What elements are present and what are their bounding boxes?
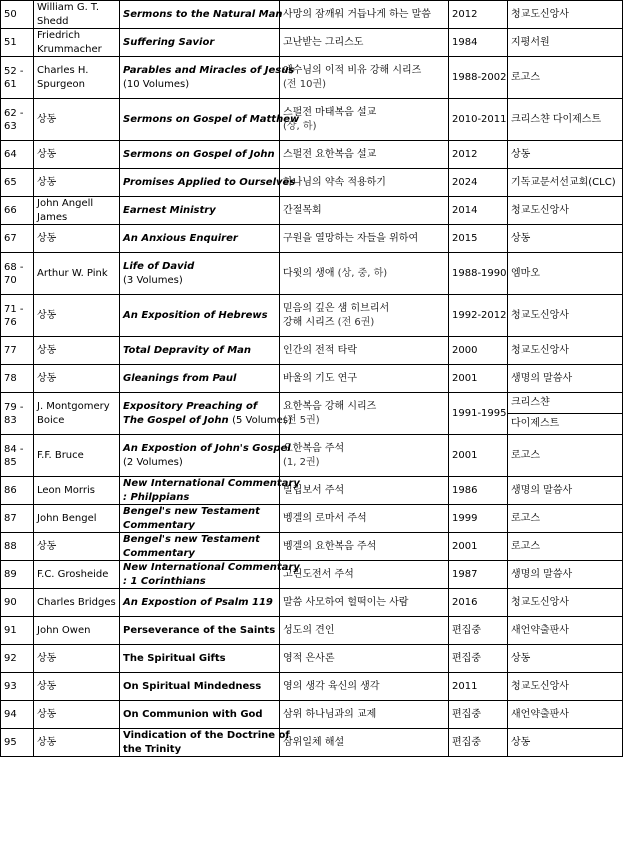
title-text: Expository Preaching of [123,401,258,412]
table-row [1,337,623,365]
korean-title-cell [280,617,449,645]
publisher-cell: 지평서원 [508,29,623,57]
year-cell: 1987 [449,561,508,589]
year-cell: 2015 [449,225,508,253]
row-number: 87 [1,505,34,533]
table-row [1,589,623,617]
row-number: 89 [1,561,34,589]
korean-title-text: 성도의 견인 [283,624,335,636]
korean-title-cell [280,505,449,533]
title-cell [120,561,300,589]
publisher-cell: 로고스 [508,435,623,477]
title-text: An Expostion of John's Gospel [123,443,291,454]
publisher-cell: 청교도신앙사 [508,197,623,225]
year-cell: 1992-2012 [449,295,508,337]
korean-title-cell [280,673,449,701]
book-list-body [1,1,623,757]
year-cell: 2012 [449,1,508,29]
title-text: Earnest Ministry [123,204,216,216]
row-number: 66 [1,197,34,225]
publisher-cell [508,393,623,435]
korean-title-cell [280,533,449,561]
author-cell: John Angell James [34,197,120,225]
korean-title-text: 하나님의 약속 적용하기 [283,176,386,188]
year-cell: 2012 [449,141,508,169]
row-number: 84 - 85 [1,435,34,477]
author-cell: 상동 [34,295,120,337]
korean-title-cell [280,141,449,169]
title-text: Perseverance of the Saints [123,624,276,636]
table-row [1,673,623,701]
korean-title-cell [280,589,449,617]
title-cell [120,225,280,253]
korean-title-cell [280,169,449,197]
korean-volume-note: (전 6권) [337,316,375,328]
korean-title-cell [280,225,449,253]
row-number: 94 [1,701,34,729]
table-row [1,393,623,435]
table-row [1,729,623,757]
title-cell [120,505,280,533]
title-text-line2: : 1 Corinthians [123,575,206,587]
author-cell: 상동 [34,225,120,253]
korean-title-text: 고난받는 그리스도 [283,36,364,48]
korean-title-text: 벵겔의 로마서 주석 [283,512,367,524]
korean-title-cell [280,645,449,673]
author-cell: 상동 [34,533,120,561]
table-row [1,701,623,729]
table-row [1,1,623,29]
korean-title-cell [280,99,449,141]
author-cell: Charles H. Spurgeon [34,57,120,99]
publisher-cell: 새언약출판사 [508,617,623,645]
table-row [1,561,623,589]
author-cell: Friedrich Krummacher [34,29,120,57]
publisher-cell: 엠마오 [508,253,623,295]
title-cell [120,477,300,505]
year-cell: 1984 [449,29,508,57]
title-cell [120,253,280,295]
row-number: 90 [1,589,34,617]
title-text: New International Commentary [123,478,300,489]
table-row [1,295,623,337]
author-cell: Leon Morris [34,477,120,505]
korean-title-cell [280,197,449,225]
row-number: 88 [1,533,34,561]
korean-title-text: 예수님의 이적 비유 강해 시리즈 [283,65,422,76]
table-row [1,533,623,561]
title-cell [120,169,296,197]
table-row [1,435,623,477]
year-cell: 2016 [449,589,508,617]
publisher-line1: 크리스챤 [508,393,622,414]
table-row [1,141,623,169]
title-cell [120,673,280,701]
author-cell: John Bengel [34,505,120,533]
korean-title-cell [280,701,449,729]
volume-note: (2 Volumes) [123,456,183,468]
title-text: New International Commentary [123,562,300,573]
title-cell [120,533,280,561]
title-text: Vindication of the Doctrine of [123,730,290,741]
title-text: On Communion with God [123,708,263,720]
row-number: 92 [1,645,34,673]
korean-volume-note: (1, 2권) [283,456,320,468]
row-number: 86 [1,477,34,505]
year-cell: 1991-1995 [449,393,508,435]
author-cell: John Owen [34,617,120,645]
year-cell: 1999 [449,505,508,533]
korean-title-text: 고린도전서 주석 [283,568,354,580]
year-cell: 1988-2002 [449,57,508,99]
korean-title-text: 삼위 하나님과의 교제 [283,708,377,720]
row-number: 50 [1,1,34,29]
year-cell: 편집중 [449,701,508,729]
korean-title-text: 사망의 잠깨워 거듭나게 하는 말씀 [283,8,431,20]
table-row [1,57,623,99]
volume-note: (10 Volumes) [123,78,190,90]
korean-title-text: 말씀 사모하여 헐떡이는 사람 [283,596,409,608]
year-cell: 1986 [449,477,508,505]
title-text: Suffering Savior [123,36,215,48]
korean-title-cell [280,253,449,295]
row-number: 51 [1,29,34,57]
year-cell: 2001 [449,435,508,477]
title-text: Parables and Miracles of Jesus [123,65,295,76]
table-row [1,365,623,393]
row-number: 52 - 61 [1,57,34,99]
publisher-cell: 새언약출판사 [508,701,623,729]
author-cell: 상동 [34,701,120,729]
year-cell: 편집중 [449,617,508,645]
publisher-cell: 로고스 [508,533,623,561]
title-cell [120,337,280,365]
title-text: An Expostion of Psalm 119 [123,596,273,608]
korean-title-text: 다윗의 생애 [283,267,335,279]
author-cell: Arthur W. Pink [34,253,120,295]
author-cell: J. Montgomery Boice [34,393,120,435]
publisher-cell: 생명의 말씀사 [508,561,623,589]
publisher-cell: 청교도신앙사 [508,1,623,29]
korean-title-cell [280,393,449,435]
year-cell: 편집중 [449,729,508,757]
year-cell: 2001 [449,533,508,561]
title-cell [120,729,290,757]
table-row [1,225,623,253]
title-cell [120,1,283,29]
title-text-line2: The Gospel of John [123,414,229,426]
korean-title-text: 스펄전 마태복음 설교 [283,107,377,118]
table-row [1,617,623,645]
row-number: 65 [1,169,34,197]
year-cell: 2024 [449,169,508,197]
row-number: 67 [1,225,34,253]
korean-volume-note: (상, 하) [283,120,317,132]
title-text: The Spiritual Gifts [123,652,226,664]
title-cell [120,393,292,435]
author-cell: 상동 [34,99,120,141]
korean-title-cell [280,337,449,365]
author-cell: 상동 [34,673,120,701]
title-text: Promises Applied to Ourselves [123,176,296,188]
korean-title-cell [280,29,449,57]
author-cell: 상동 [34,645,120,673]
table-row [1,169,623,197]
row-number: 79 - 83 [1,393,34,435]
title-cell [120,701,280,729]
korean-title-text: 인간의 전적 타락 [283,344,357,356]
row-number: 64 [1,141,34,169]
row-number: 77 [1,337,34,365]
year-cell: 편집중 [449,645,508,673]
title-text-line2: Commentary [123,547,195,559]
year-cell: 2001 [449,365,508,393]
publisher-cell: 청교도신앙사 [508,337,623,365]
title-text-line2: Commentary [123,519,195,531]
korean-title-text: 요한복음 주석 [283,443,345,454]
korean-volume-note: (상, 중, 하) [337,267,388,279]
table-row [1,197,623,225]
table-row [1,645,623,673]
title-text: An Anxious Enquirer [123,232,238,244]
korean-title-cell [280,295,449,337]
title-text: On Spiritual Mindedness [123,680,262,692]
title-cell [120,435,291,477]
korean-title-cell [280,561,449,589]
korean-title-text: 영적 은사론 [283,652,335,664]
author-cell: 상동 [34,169,120,197]
title-text-line2: the Trinity [123,743,182,755]
row-number: 78 [1,365,34,393]
korean-title-text: 간절목회 [283,204,322,216]
table-row [1,99,623,141]
title-text: Sermons on Gospel of John [123,148,275,160]
korean-title-cell [280,729,449,757]
title-cell [120,589,280,617]
korean-title-text: 구원을 열망하는 자들을 위하여 [283,232,419,244]
korean-title-text: 빌립보서 주석 [283,484,345,496]
korean-title-text: 요한복음 강해 시리즈 [283,401,377,412]
korean-title-text: 삼위일체 해설 [283,736,345,748]
korean-title-text: 스펄전 요한복음 설교 [283,148,377,160]
row-number: 71 - 76 [1,295,34,337]
title-text: An Exposition of Hebrews [123,309,268,321]
publisher-cell: 청교도신앙사 [508,589,623,617]
publisher-cell: 상동 [508,729,623,757]
publisher-cell: 청교도신앙사 [508,295,623,337]
korean-title-cell [280,57,449,99]
publisher-cell: 로고스 [508,57,623,99]
table-row [1,477,623,505]
row-number: 68 - 70 [1,253,34,295]
korean-title-text: 믿음의 깊은 샘 히브리서 [283,303,390,314]
row-number: 93 [1,673,34,701]
year-cell: 1988-1990 [449,253,508,295]
korean-title-cell [280,435,449,477]
author-cell: 상동 [34,337,120,365]
title-text-line2: : Philppians [123,491,190,503]
publisher-cell: 크리스챤 다이제스트 [508,99,623,141]
publisher-cell: 상동 [508,225,623,253]
korean-volume-note: (전 5권) [283,414,320,426]
publisher-cell: 청교도신앙사 [508,673,623,701]
korean-title-cell [280,1,449,29]
volume-note: (3 Volumes) [123,274,183,286]
korean-title-line2: 강해 시리즈 [283,316,335,328]
korean-title-text: 영의 생각 육신의 생각 [283,680,380,692]
title-cell [120,295,280,337]
table-row [1,505,623,533]
author-cell: 상동 [34,365,120,393]
author-cell: William G. T. Shedd [34,1,120,29]
publisher-cell: 상동 [508,645,623,673]
author-cell: F.C. Grosheide [34,561,120,589]
title-text: Total Depravity of Man [123,344,252,356]
row-number: 91 [1,617,34,645]
korean-volume-note: (전 10권) [283,78,327,90]
title-text: Gleanings from Paul [123,372,237,384]
title-cell [120,29,280,57]
year-cell: 2000 [449,337,508,365]
publisher-cell: 상동 [508,141,623,169]
publisher-cell: 생명의 말씀사 [508,477,623,505]
title-cell [120,617,280,645]
row-number: 62 - 63 [1,99,34,141]
korean-title-cell [280,477,449,505]
title-text: Life of David [123,261,195,272]
volume-note: (5 Volumes) [232,414,292,426]
table-row [1,29,623,57]
author-cell: F.F. Bruce [34,435,120,477]
year-cell: 2011 [449,673,508,701]
year-cell: 2014 [449,197,508,225]
title-text: Sermons on Gospel of Matthew [123,113,300,125]
korean-title-text: 벵겔의 요한복음 주석 [283,540,377,552]
author-cell: 상동 [34,141,120,169]
title-cell [120,197,280,225]
row-number: 95 [1,729,34,757]
title-cell [120,365,280,393]
title-cell [120,141,280,169]
korean-title-cell [280,365,449,393]
publisher-cell: 기독교문서선교회(CLC) [508,169,623,197]
table-row [1,253,623,295]
author-cell: 상동 [34,729,120,757]
publisher-cell: 로고스 [508,505,623,533]
title-cell [120,645,280,673]
publisher-line2: 다이제스트 [511,418,560,429]
title-cell [120,57,295,99]
title-text: Sermons to the Natural Man [123,8,283,20]
year-cell: 2010-2011 [449,99,508,141]
title-text: Bengel's new Testament [123,534,260,545]
title-text: Bengel's new Testament [123,506,260,517]
publisher-cell: 생명의 말씀사 [508,365,623,393]
author-cell: Charles Bridges [34,589,120,617]
korean-title-text: 바울의 기도 연구 [283,372,357,384]
